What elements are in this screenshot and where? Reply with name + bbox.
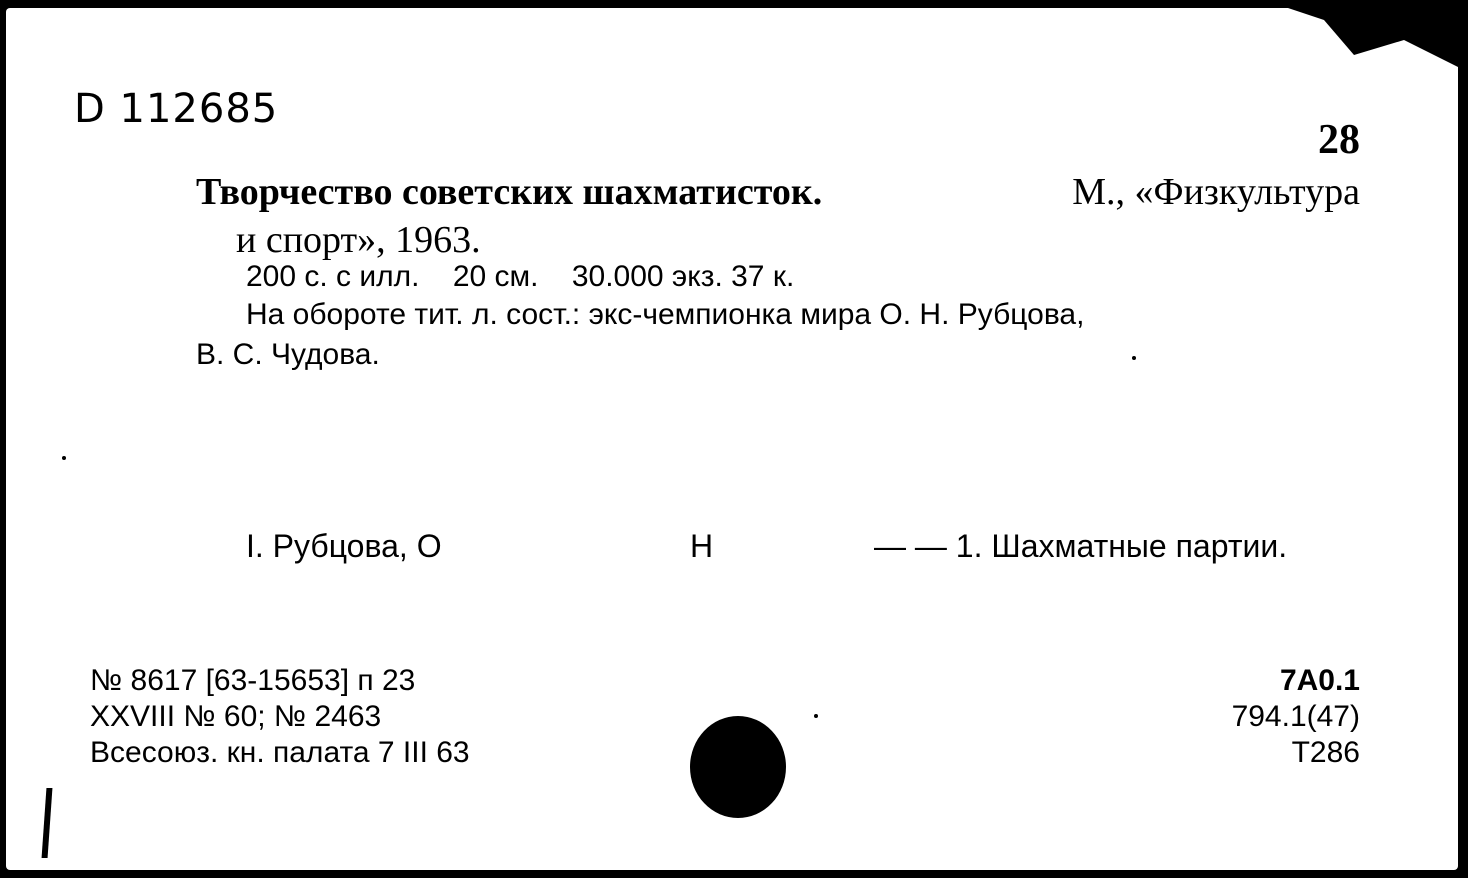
pencil-mark — [42, 788, 53, 858]
physical-description: 200 с. с илл. 20 см. 30.000 экз. 37 к. — [246, 260, 795, 293]
tracing-author: I. Рубцова, О — [246, 528, 442, 564]
title-line — [196, 170, 1360, 214]
speck — [1132, 356, 1136, 360]
torn-corner-stain — [1204, 0, 1464, 70]
tracing-subject: — — 1. Шахматные партии. — [874, 528, 1288, 564]
tracing-initial: Н — [690, 528, 714, 564]
speck — [814, 714, 818, 718]
publisher: М., «Физкультура — [1072, 171, 1360, 213]
bottom-left-line-2: XXVIII № 60; № 2463 — [90, 700, 382, 733]
classification-struck: 7А0.1 — [1279, 664, 1360, 697]
classification-udc: 794.1(47) — [1231, 700, 1360, 733]
accession-number: D 112685 — [74, 86, 279, 132]
bottom-left-line-1: № 8617 [63-15653] п 23 — [90, 664, 416, 697]
author-sign: Т286 — [1291, 736, 1360, 769]
punch-hole — [690, 716, 786, 818]
note-line-2: В. С. Чудова. — [196, 338, 380, 371]
page-number: 28 — [1318, 117, 1360, 163]
note-line-1: На обороте тит. л. сост.: экс-чемпионка мира О. Н. Рубцова, — [246, 298, 1085, 331]
bottom-left-line-3: Всесоюз. кн. палата 7 III 63 — [90, 736, 470, 769]
publisher-continuation: и спорт», 1963. — [236, 219, 481, 261]
speck — [62, 456, 66, 460]
book-title: Творчество советских шахматисток. — [196, 171, 823, 213]
catalog-card — [6, 8, 1458, 870]
